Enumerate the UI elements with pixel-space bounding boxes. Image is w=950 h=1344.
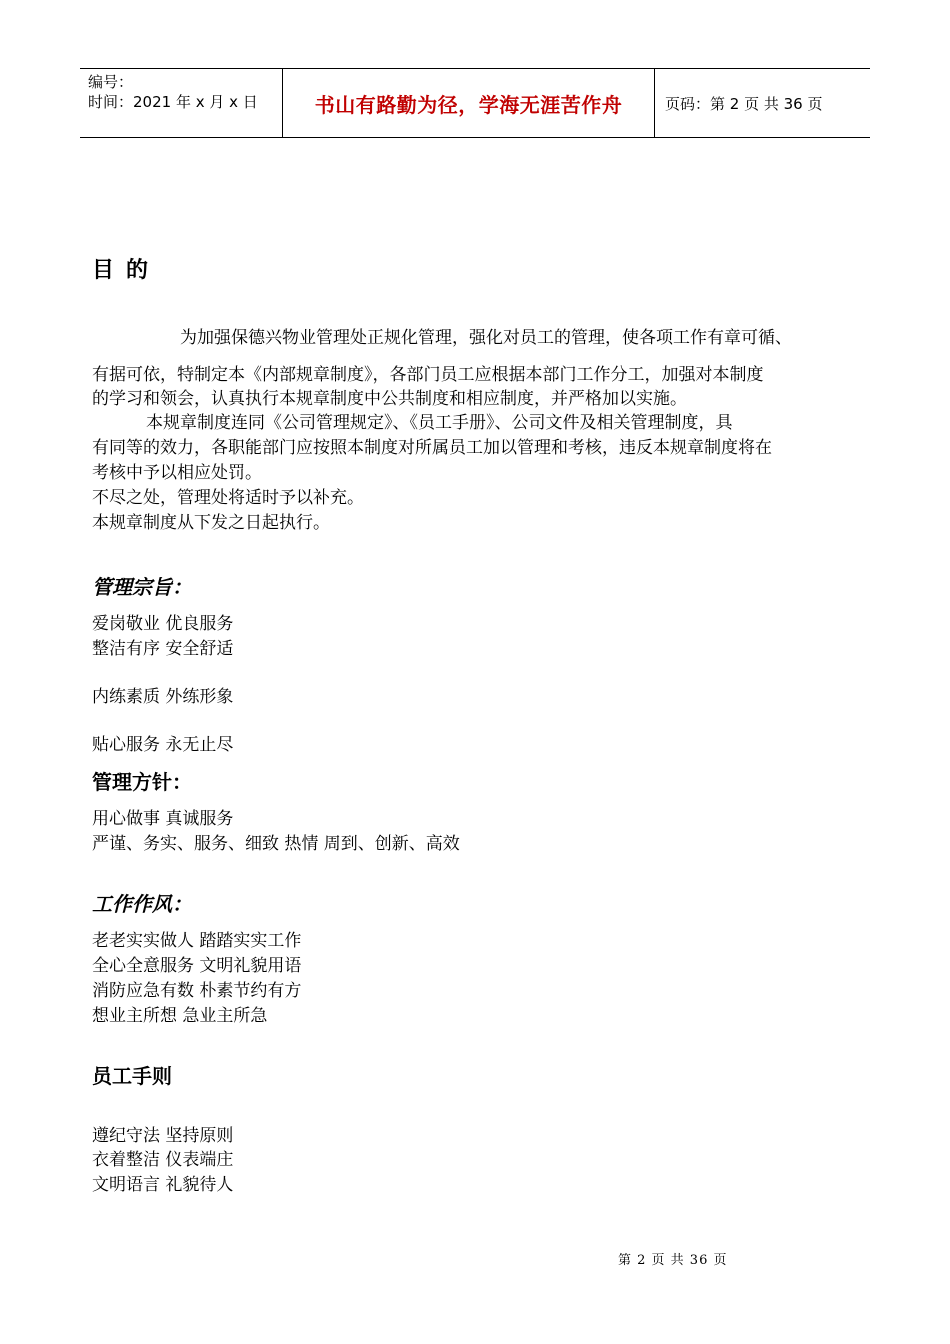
rules-item: 遵纪守法 坚持原则 [92, 1126, 234, 1146]
rules-item: 文明语言 礼貌待人 [92, 1175, 234, 1195]
tenet-item: 内练素质 外练形象 [92, 687, 234, 707]
purpose-para2-line1: 本规章制度连同《公司管理规定》、《员工手册》、公司文件及相关管理制度，具 [146, 413, 733, 433]
page-footer: 第 2 页 共 36 页 [618, 1253, 728, 1268]
header-left-cell [80, 69, 282, 137]
header-slogan: 书山有路勤为径，学海无涯苦作舟 [314, 92, 623, 117]
style-item: 全心全意服务 文明礼貌用语 [92, 956, 302, 976]
purpose-para4: 本规章制度从下发之日起执行。 [92, 513, 330, 533]
document-date: 时间：2021 年 x 月 x 日 [88, 93, 258, 111]
rules-item: 衣着整洁 仪表端庄 [92, 1150, 234, 1170]
header-page-cell [655, 69, 870, 137]
purpose-para1-line1: 为加强保德兴物业管理处正规化管理，强化对员工的管理，使各项工作有章可循、 [180, 328, 792, 348]
purpose-para1-line2: 有据可依，特制定本《内部规章制度》，各部门员工应根据本部门工作分工，加强对本制度 [92, 365, 764, 385]
style-item: 想业主所想 急业主所急 [92, 1006, 268, 1026]
policy-title: 管理方针： [92, 770, 192, 794]
style-item: 消防应急有数 朴素节约有方 [92, 981, 302, 1001]
purpose-para2-line3: 考核中予以相应处罚。 [92, 463, 262, 483]
tenet-title: 管理宗旨： [92, 575, 192, 599]
tenet-item: 整洁有序 安全舒适 [92, 639, 234, 659]
tenet-item: 贴心服务 永无止尽 [92, 735, 234, 755]
style-title: 工作作风： [92, 892, 192, 916]
policy-item: 严谨、务实、服务、细致 热情 周到、创新、高效 [92, 834, 460, 854]
header-slogan-cell [282, 69, 655, 137]
purpose-para3: 不尽之处，管理处将适时予以补充。 [92, 488, 364, 508]
header-page-info: 页码：第 2 页 共 36 页 [665, 94, 823, 113]
purpose-para1-line3: 的学习和领会，认真执行本规章制度中公共制度和相应制度，并严格加以实施。 [92, 389, 687, 409]
document-number-label: 编号： [88, 73, 134, 91]
style-item: 老老实实做人 踏踏实实工作 [92, 931, 302, 951]
purpose-title: 目的 [92, 258, 161, 283]
purpose-para2-line2: 有同等的效力，各职能部门应按照本制度对所属员工加以管理和考核，违反本规章制度将在 [92, 438, 772, 458]
policy-item: 用心做事 真诚服务 [92, 809, 234, 829]
rules-title: 员工手则 [92, 1064, 172, 1088]
tenet-item: 爱岗敬业 优良服务 [92, 614, 234, 634]
header-table [80, 68, 870, 138]
